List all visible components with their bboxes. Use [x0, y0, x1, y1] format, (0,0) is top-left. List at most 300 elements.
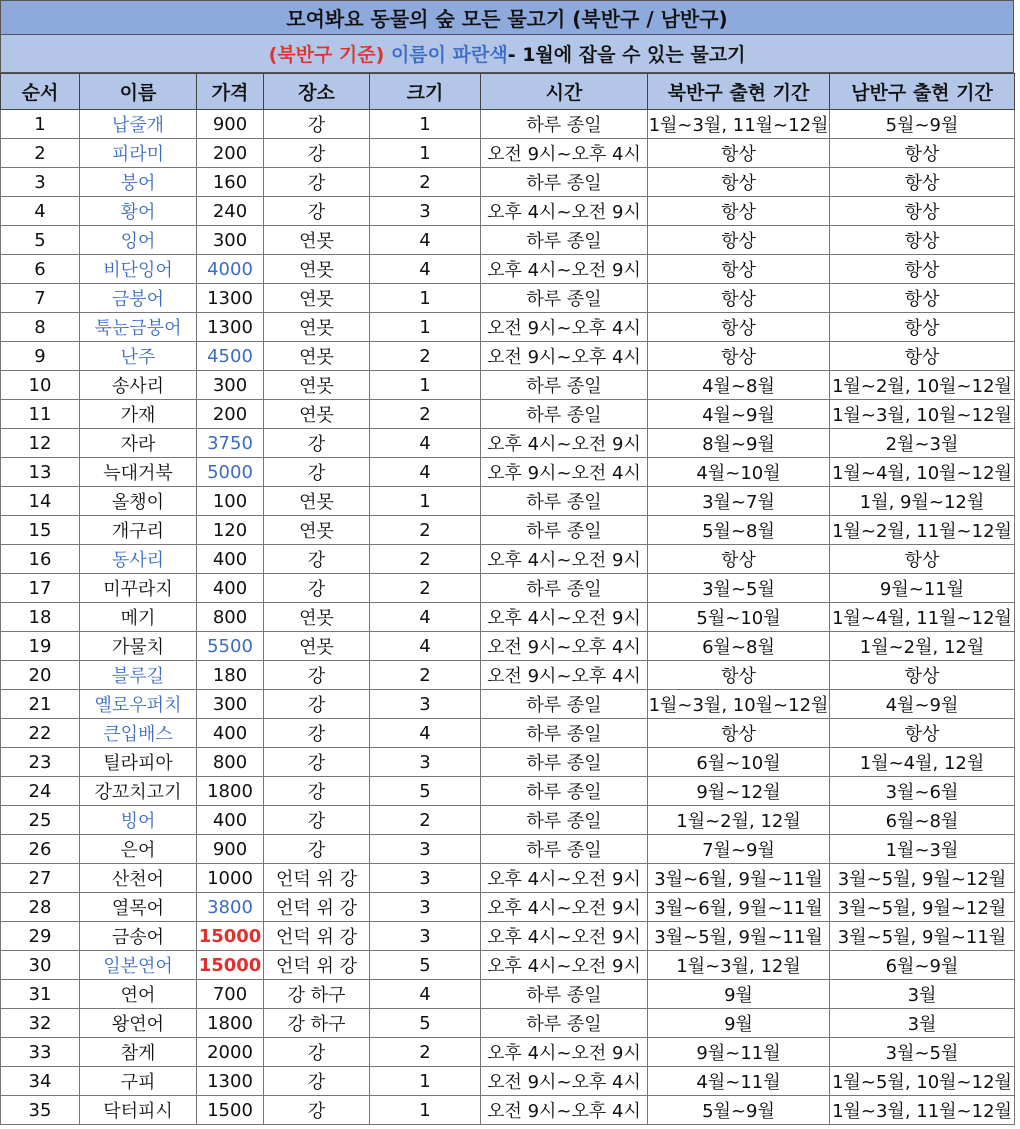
cell-south-period: 1월~5월, 10월~12월 — [830, 1067, 1015, 1096]
cell-price: 200 — [197, 139, 264, 168]
table-row — [1, 661, 1015, 690]
cell-name: 개구리 — [80, 516, 197, 545]
cell-number: 18 — [1, 603, 80, 632]
cell-name: 동사리 — [80, 545, 197, 574]
cell-north-period: 항상 — [648, 545, 830, 574]
col-header-time: 시간 — [481, 74, 648, 110]
col-header-place: 장소 — [264, 74, 370, 110]
table-row — [1, 110, 1015, 139]
cell-south-period: 5월~9월 — [830, 110, 1015, 139]
cell-south-period: 항상 — [830, 168, 1015, 197]
cell-number: 6 — [1, 255, 80, 284]
cell-size: 1 — [370, 487, 481, 516]
cell-size: 2 — [370, 574, 481, 603]
cell-price: 700 — [197, 980, 264, 1009]
cell-south-period: 6월~9월 — [830, 951, 1015, 980]
cell-south-period: 3월 — [830, 1009, 1015, 1038]
cell-time: 오후 4시~오전 9시 — [481, 922, 648, 951]
cell-place: 강 — [264, 458, 370, 487]
cell-north-period: 4월~9월 — [648, 400, 830, 429]
cell-south-period: 1월, 9월~12월 — [830, 487, 1015, 516]
table-row — [1, 545, 1015, 574]
cell-name: 난주 — [80, 342, 197, 371]
cell-south-period: 1월~3월, 11월~12월 — [830, 1096, 1015, 1125]
cell-size: 2 — [370, 342, 481, 371]
cell-south-period: 항상 — [830, 139, 1015, 168]
cell-number: 15 — [1, 516, 80, 545]
cell-size: 3 — [370, 197, 481, 226]
col-header-south-period: 남반구 출현 기간 — [830, 74, 1015, 110]
fish-table — [0, 73, 1015, 1125]
cell-size: 4 — [370, 226, 481, 255]
cell-size: 3 — [370, 748, 481, 777]
cell-price: 400 — [197, 574, 264, 603]
cell-time: 하루 종일 — [481, 226, 648, 255]
cell-size: 1 — [370, 139, 481, 168]
cell-time: 오전 9시~오후 4시 — [481, 313, 648, 342]
cell-price: 180 — [197, 661, 264, 690]
cell-size: 3 — [370, 690, 481, 719]
cell-place: 강 — [264, 139, 370, 168]
cell-north-period: 5월~8월 — [648, 516, 830, 545]
table-row — [1, 1096, 1015, 1125]
cell-size: 3 — [370, 835, 481, 864]
cell-name: 금붕어 — [80, 284, 197, 313]
cell-south-period: 1월~4월, 10월~12월 — [830, 458, 1015, 487]
cell-name: 가물치 — [80, 632, 197, 661]
cell-south-period: 3월~6월 — [830, 777, 1015, 806]
cell-name: 참게 — [80, 1038, 197, 1067]
cell-number: 27 — [1, 864, 80, 893]
subtitle-rest: - 1월에 잡을 수 있는 물고기 — [507, 44, 746, 66]
cell-number: 30 — [1, 951, 80, 980]
cell-time: 하루 종일 — [481, 748, 648, 777]
cell-north-period: 항상 — [648, 255, 830, 284]
cell-name: 비단잉어 — [80, 255, 197, 284]
cell-north-period: 9월 — [648, 980, 830, 1009]
cell-south-period: 항상 — [830, 226, 1015, 255]
col-header-price: 가격 — [197, 74, 264, 110]
cell-name: 틸라피아 — [80, 748, 197, 777]
cell-size: 4 — [370, 429, 481, 458]
cell-name: 메기 — [80, 603, 197, 632]
cell-time: 오전 9시~오후 4시 — [481, 1067, 648, 1096]
cell-north-period: 3월~7월 — [648, 487, 830, 516]
cell-price: 240 — [197, 197, 264, 226]
cell-price: 1300 — [197, 1067, 264, 1096]
cell-time: 하루 종일 — [481, 1009, 648, 1038]
cell-name: 블루길 — [80, 661, 197, 690]
cell-name: 열목어 — [80, 893, 197, 922]
cell-north-period: 4월~11월 — [648, 1067, 830, 1096]
cell-south-period: 1월~2월, 11월~12월 — [830, 516, 1015, 545]
cell-name: 황어 — [80, 197, 197, 226]
cell-north-period: 7월~9월 — [648, 835, 830, 864]
cell-south-period: 1월~2월, 12월 — [830, 632, 1015, 661]
cell-price: 2000 — [197, 1038, 264, 1067]
cell-name: 툭눈금붕어 — [80, 313, 197, 342]
cell-number: 34 — [1, 1067, 80, 1096]
cell-price: 1500 — [197, 1096, 264, 1125]
cell-time: 하루 종일 — [481, 690, 648, 719]
cell-name: 왕연어 — [80, 1009, 197, 1038]
cell-place: 강 — [264, 806, 370, 835]
cell-place: 강 — [264, 777, 370, 806]
cell-price: 200 — [197, 400, 264, 429]
cell-north-period: 항상 — [648, 284, 830, 313]
cell-number: 7 — [1, 284, 80, 313]
cell-place: 언덕 위 강 — [264, 893, 370, 922]
cell-time: 하루 종일 — [481, 371, 648, 400]
cell-size: 4 — [370, 632, 481, 661]
cell-price: 400 — [197, 719, 264, 748]
cell-number: 24 — [1, 777, 80, 806]
cell-south-period: 1월~3월, 10월~12월 — [830, 400, 1015, 429]
table-row — [1, 603, 1015, 632]
cell-name: 금송어 — [80, 922, 197, 951]
cell-south-period: 항상 — [830, 197, 1015, 226]
cell-north-period: 8월~9월 — [648, 429, 830, 458]
cell-place: 강 — [264, 835, 370, 864]
cell-south-period: 1월~2월, 10월~12월 — [830, 371, 1015, 400]
cell-price: 3750 — [197, 429, 264, 458]
table-row — [1, 226, 1015, 255]
cell-name: 붕어 — [80, 168, 197, 197]
cell-price: 15000 — [197, 951, 264, 980]
cell-number: 11 — [1, 400, 80, 429]
cell-time: 하루 종일 — [481, 777, 648, 806]
cell-size: 2 — [370, 545, 481, 574]
cell-size: 2 — [370, 516, 481, 545]
cell-north-period: 항상 — [648, 168, 830, 197]
cell-north-period: 1월~3월, 12월 — [648, 951, 830, 980]
table-row — [1, 371, 1015, 400]
cell-price: 900 — [197, 110, 264, 139]
cell-number: 23 — [1, 748, 80, 777]
cell-place: 강 — [264, 748, 370, 777]
table-row — [1, 864, 1015, 893]
cell-number: 13 — [1, 458, 80, 487]
cell-north-period: 3월~6월, 9월~11월 — [648, 864, 830, 893]
cell-number: 26 — [1, 835, 80, 864]
cell-number: 16 — [1, 545, 80, 574]
cell-number: 33 — [1, 1038, 80, 1067]
cell-name: 늑대거북 — [80, 458, 197, 487]
cell-place: 강 — [264, 1096, 370, 1125]
cell-south-period: 항상 — [830, 313, 1015, 342]
cell-north-period: 5월~9월 — [648, 1096, 830, 1125]
cell-name: 미꾸라지 — [80, 574, 197, 603]
cell-south-period: 항상 — [830, 342, 1015, 371]
table-row — [1, 893, 1015, 922]
cell-name: 은어 — [80, 835, 197, 864]
cell-name: 납줄개 — [80, 110, 197, 139]
table-row — [1, 1009, 1015, 1038]
cell-time: 오전 9시~오후 4시 — [481, 342, 648, 371]
cell-size: 5 — [370, 777, 481, 806]
cell-time: 오후 4시~오전 9시 — [481, 197, 648, 226]
cell-number: 20 — [1, 661, 80, 690]
cell-north-period: 9월~11월 — [648, 1038, 830, 1067]
table-row — [1, 980, 1015, 1009]
cell-place: 언덕 위 강 — [264, 922, 370, 951]
table-row — [1, 487, 1015, 516]
cell-place: 연못 — [264, 400, 370, 429]
cell-size: 3 — [370, 893, 481, 922]
cell-south-period: 6월~8월 — [830, 806, 1015, 835]
cell-place: 언덕 위 강 — [264, 864, 370, 893]
cell-price: 400 — [197, 806, 264, 835]
table-header-row — [1, 74, 1015, 110]
cell-time: 오전 9시~오후 4시 — [481, 661, 648, 690]
table-row — [1, 400, 1015, 429]
cell-north-period: 항상 — [648, 661, 830, 690]
cell-time: 하루 종일 — [481, 168, 648, 197]
cell-name: 연어 — [80, 980, 197, 1009]
cell-time: 오후 4시~오전 9시 — [481, 603, 648, 632]
fish-table-body — [1, 110, 1015, 1125]
cell-north-period: 4월~8월 — [648, 371, 830, 400]
cell-north-period: 항상 — [648, 197, 830, 226]
table-row — [1, 951, 1015, 980]
cell-price: 800 — [197, 603, 264, 632]
cell-south-period: 1월~4월, 11월~12월 — [830, 603, 1015, 632]
cell-place: 강 — [264, 574, 370, 603]
subtitle-blue-note: 이름이 파란색 — [390, 44, 508, 66]
col-header-name: 이름 — [80, 74, 197, 110]
cell-time: 하루 종일 — [481, 110, 648, 139]
col-header-size: 크기 — [370, 74, 481, 110]
cell-time: 하루 종일 — [481, 806, 648, 835]
cell-place: 언덕 위 강 — [264, 951, 370, 980]
cell-place: 연못 — [264, 632, 370, 661]
cell-time: 오후 4시~오전 9시 — [481, 864, 648, 893]
cell-place: 강 — [264, 429, 370, 458]
cell-south-period: 1월~4월, 12월 — [830, 748, 1015, 777]
cell-size: 1 — [370, 110, 481, 139]
cell-name: 강꼬치고기 — [80, 777, 197, 806]
cell-north-period: 6월~10월 — [648, 748, 830, 777]
cell-price: 300 — [197, 371, 264, 400]
cell-time: 하루 종일 — [481, 284, 648, 313]
cell-name: 큰입배스 — [80, 719, 197, 748]
cell-price: 120 — [197, 516, 264, 545]
cell-place: 연못 — [264, 284, 370, 313]
cell-price: 3800 — [197, 893, 264, 922]
cell-price: 100 — [197, 487, 264, 516]
cell-name: 일본연어 — [80, 951, 197, 980]
cell-south-period: 항상 — [830, 284, 1015, 313]
cell-number: 22 — [1, 719, 80, 748]
cell-size: 4 — [370, 719, 481, 748]
cell-size: 4 — [370, 603, 481, 632]
cell-time: 하루 종일 — [481, 400, 648, 429]
cell-name: 올챙이 — [80, 487, 197, 516]
cell-place: 연못 — [264, 603, 370, 632]
cell-south-period: 2월~3월 — [830, 429, 1015, 458]
cell-number: 2 — [1, 139, 80, 168]
table-row — [1, 1038, 1015, 1067]
cell-size: 4 — [370, 980, 481, 1009]
cell-place: 강 하구 — [264, 1009, 370, 1038]
cell-number: 35 — [1, 1096, 80, 1125]
cell-south-period: 3월~5월, 9월~12월 — [830, 893, 1015, 922]
cell-place: 강 — [264, 1067, 370, 1096]
cell-price: 800 — [197, 748, 264, 777]
cell-north-period: 3월~6월, 9월~11월 — [648, 893, 830, 922]
cell-north-period: 4월~10월 — [648, 458, 830, 487]
cell-number: 32 — [1, 1009, 80, 1038]
cell-time: 오후 4시~오전 9시 — [481, 545, 648, 574]
cell-number: 28 — [1, 893, 80, 922]
cell-number: 5 — [1, 226, 80, 255]
cell-name: 자라 — [80, 429, 197, 458]
cell-price: 400 — [197, 545, 264, 574]
cell-name: 구피 — [80, 1067, 197, 1096]
table-row — [1, 690, 1015, 719]
cell-time: 오후 4시~오전 9시 — [481, 951, 648, 980]
cell-size: 4 — [370, 458, 481, 487]
cell-time: 하루 종일 — [481, 574, 648, 603]
cell-name: 산천어 — [80, 864, 197, 893]
cell-number: 17 — [1, 574, 80, 603]
cell-north-period: 3월~5월 — [648, 574, 830, 603]
cell-time: 하루 종일 — [481, 719, 648, 748]
cell-size: 2 — [370, 806, 481, 835]
cell-north-period: 1월~2월, 12월 — [648, 806, 830, 835]
cell-number: 4 — [1, 197, 80, 226]
cell-south-period: 4월~9월 — [830, 690, 1015, 719]
cell-place: 연못 — [264, 255, 370, 284]
cell-size: 1 — [370, 1067, 481, 1096]
cell-name: 잉어 — [80, 226, 197, 255]
table-row — [1, 516, 1015, 545]
cell-time: 오전 9시~오후 4시 — [481, 632, 648, 661]
cell-time: 오후 4시~오전 9시 — [481, 255, 648, 284]
cell-place: 연못 — [264, 516, 370, 545]
cell-size: 2 — [370, 1038, 481, 1067]
cell-price: 1000 — [197, 864, 264, 893]
cell-place: 강 — [264, 661, 370, 690]
table-row — [1, 197, 1015, 226]
cell-size: 5 — [370, 951, 481, 980]
cell-place: 강 — [264, 168, 370, 197]
cell-place: 강 하구 — [264, 980, 370, 1009]
cell-south-period: 3월~5월, 9월~11월 — [830, 922, 1015, 951]
cell-time: 하루 종일 — [481, 835, 648, 864]
cell-south-period: 항상 — [830, 661, 1015, 690]
cell-north-period: 항상 — [648, 139, 830, 168]
cell-size: 3 — [370, 864, 481, 893]
cell-south-period: 항상 — [830, 255, 1015, 284]
cell-time: 하루 종일 — [481, 487, 648, 516]
cell-time: 오후 4시~오전 9시 — [481, 429, 648, 458]
cell-north-period: 항상 — [648, 313, 830, 342]
cell-number: 29 — [1, 922, 80, 951]
cell-place: 연못 — [264, 226, 370, 255]
cell-price: 4000 — [197, 255, 264, 284]
cell-time: 하루 종일 — [481, 980, 648, 1009]
cell-south-period: 항상 — [830, 545, 1015, 574]
cell-north-period: 3월~5월, 9월~11월 — [648, 922, 830, 951]
page-title: 모여봐요 동물의 숲 모든 물고기 (북반구 / 남반구) — [0, 0, 1014, 35]
cell-price: 300 — [197, 690, 264, 719]
cell-number: 3 — [1, 168, 80, 197]
table-row — [1, 632, 1015, 661]
cell-size: 2 — [370, 400, 481, 429]
cell-place: 강 — [264, 719, 370, 748]
cell-place: 강 — [264, 1038, 370, 1067]
table-row — [1, 313, 1015, 342]
cell-number: 25 — [1, 806, 80, 835]
cell-size: 1 — [370, 284, 481, 313]
cell-size: 4 — [370, 255, 481, 284]
table-row — [1, 284, 1015, 313]
table-row — [1, 429, 1015, 458]
cell-number: 12 — [1, 429, 80, 458]
cell-time: 오전 9시~오후 4시 — [481, 1096, 648, 1125]
cell-number: 19 — [1, 632, 80, 661]
cell-size: 3 — [370, 922, 481, 951]
subtitle-hemisphere-note: (북반구 기준) — [268, 44, 385, 66]
cell-number: 9 — [1, 342, 80, 371]
cell-price: 1800 — [197, 777, 264, 806]
cell-place: 연못 — [264, 371, 370, 400]
table-row — [1, 255, 1015, 284]
cell-time: 하루 종일 — [481, 516, 648, 545]
cell-place: 연못 — [264, 342, 370, 371]
cell-south-period: 3월~5월 — [830, 1038, 1015, 1067]
table-row — [1, 835, 1015, 864]
cell-north-period: 6월~8월 — [648, 632, 830, 661]
col-header-number: 순서 — [1, 74, 80, 110]
table-row — [1, 922, 1015, 951]
table-row — [1, 777, 1015, 806]
cell-number: 21 — [1, 690, 80, 719]
cell-south-period: 1월~3월 — [830, 835, 1015, 864]
cell-place: 강 — [264, 110, 370, 139]
cell-name: 옐로우퍼치 — [80, 690, 197, 719]
cell-number: 14 — [1, 487, 80, 516]
cell-size: 5 — [370, 1009, 481, 1038]
cell-north-period: 1월~3월, 10월~12월 — [648, 690, 830, 719]
cell-name: 피라미 — [80, 139, 197, 168]
cell-south-period: 9월~11월 — [830, 574, 1015, 603]
cell-place: 연못 — [264, 313, 370, 342]
cell-time: 오후 4시~오전 9시 — [481, 893, 648, 922]
cell-name: 닥터피시 — [80, 1096, 197, 1125]
table-row — [1, 168, 1015, 197]
cell-number: 1 — [1, 110, 80, 139]
cell-north-period: 9월 — [648, 1009, 830, 1038]
table-row — [1, 139, 1015, 168]
table-row — [1, 574, 1015, 603]
cell-north-period: 9월~12월 — [648, 777, 830, 806]
table-row — [1, 806, 1015, 835]
cell-name: 송사리 — [80, 371, 197, 400]
cell-north-period: 1월~3월, 11월~12월 — [648, 110, 830, 139]
subtitle — [0, 35, 1014, 73]
cell-price: 900 — [197, 835, 264, 864]
table-row — [1, 719, 1015, 748]
cell-north-period: 항상 — [648, 719, 830, 748]
cell-price: 160 — [197, 168, 264, 197]
cell-size: 1 — [370, 1096, 481, 1125]
cell-price: 1800 — [197, 1009, 264, 1038]
cell-place: 강 — [264, 545, 370, 574]
cell-price: 300 — [197, 226, 264, 255]
cell-south-period: 3월 — [830, 980, 1015, 1009]
